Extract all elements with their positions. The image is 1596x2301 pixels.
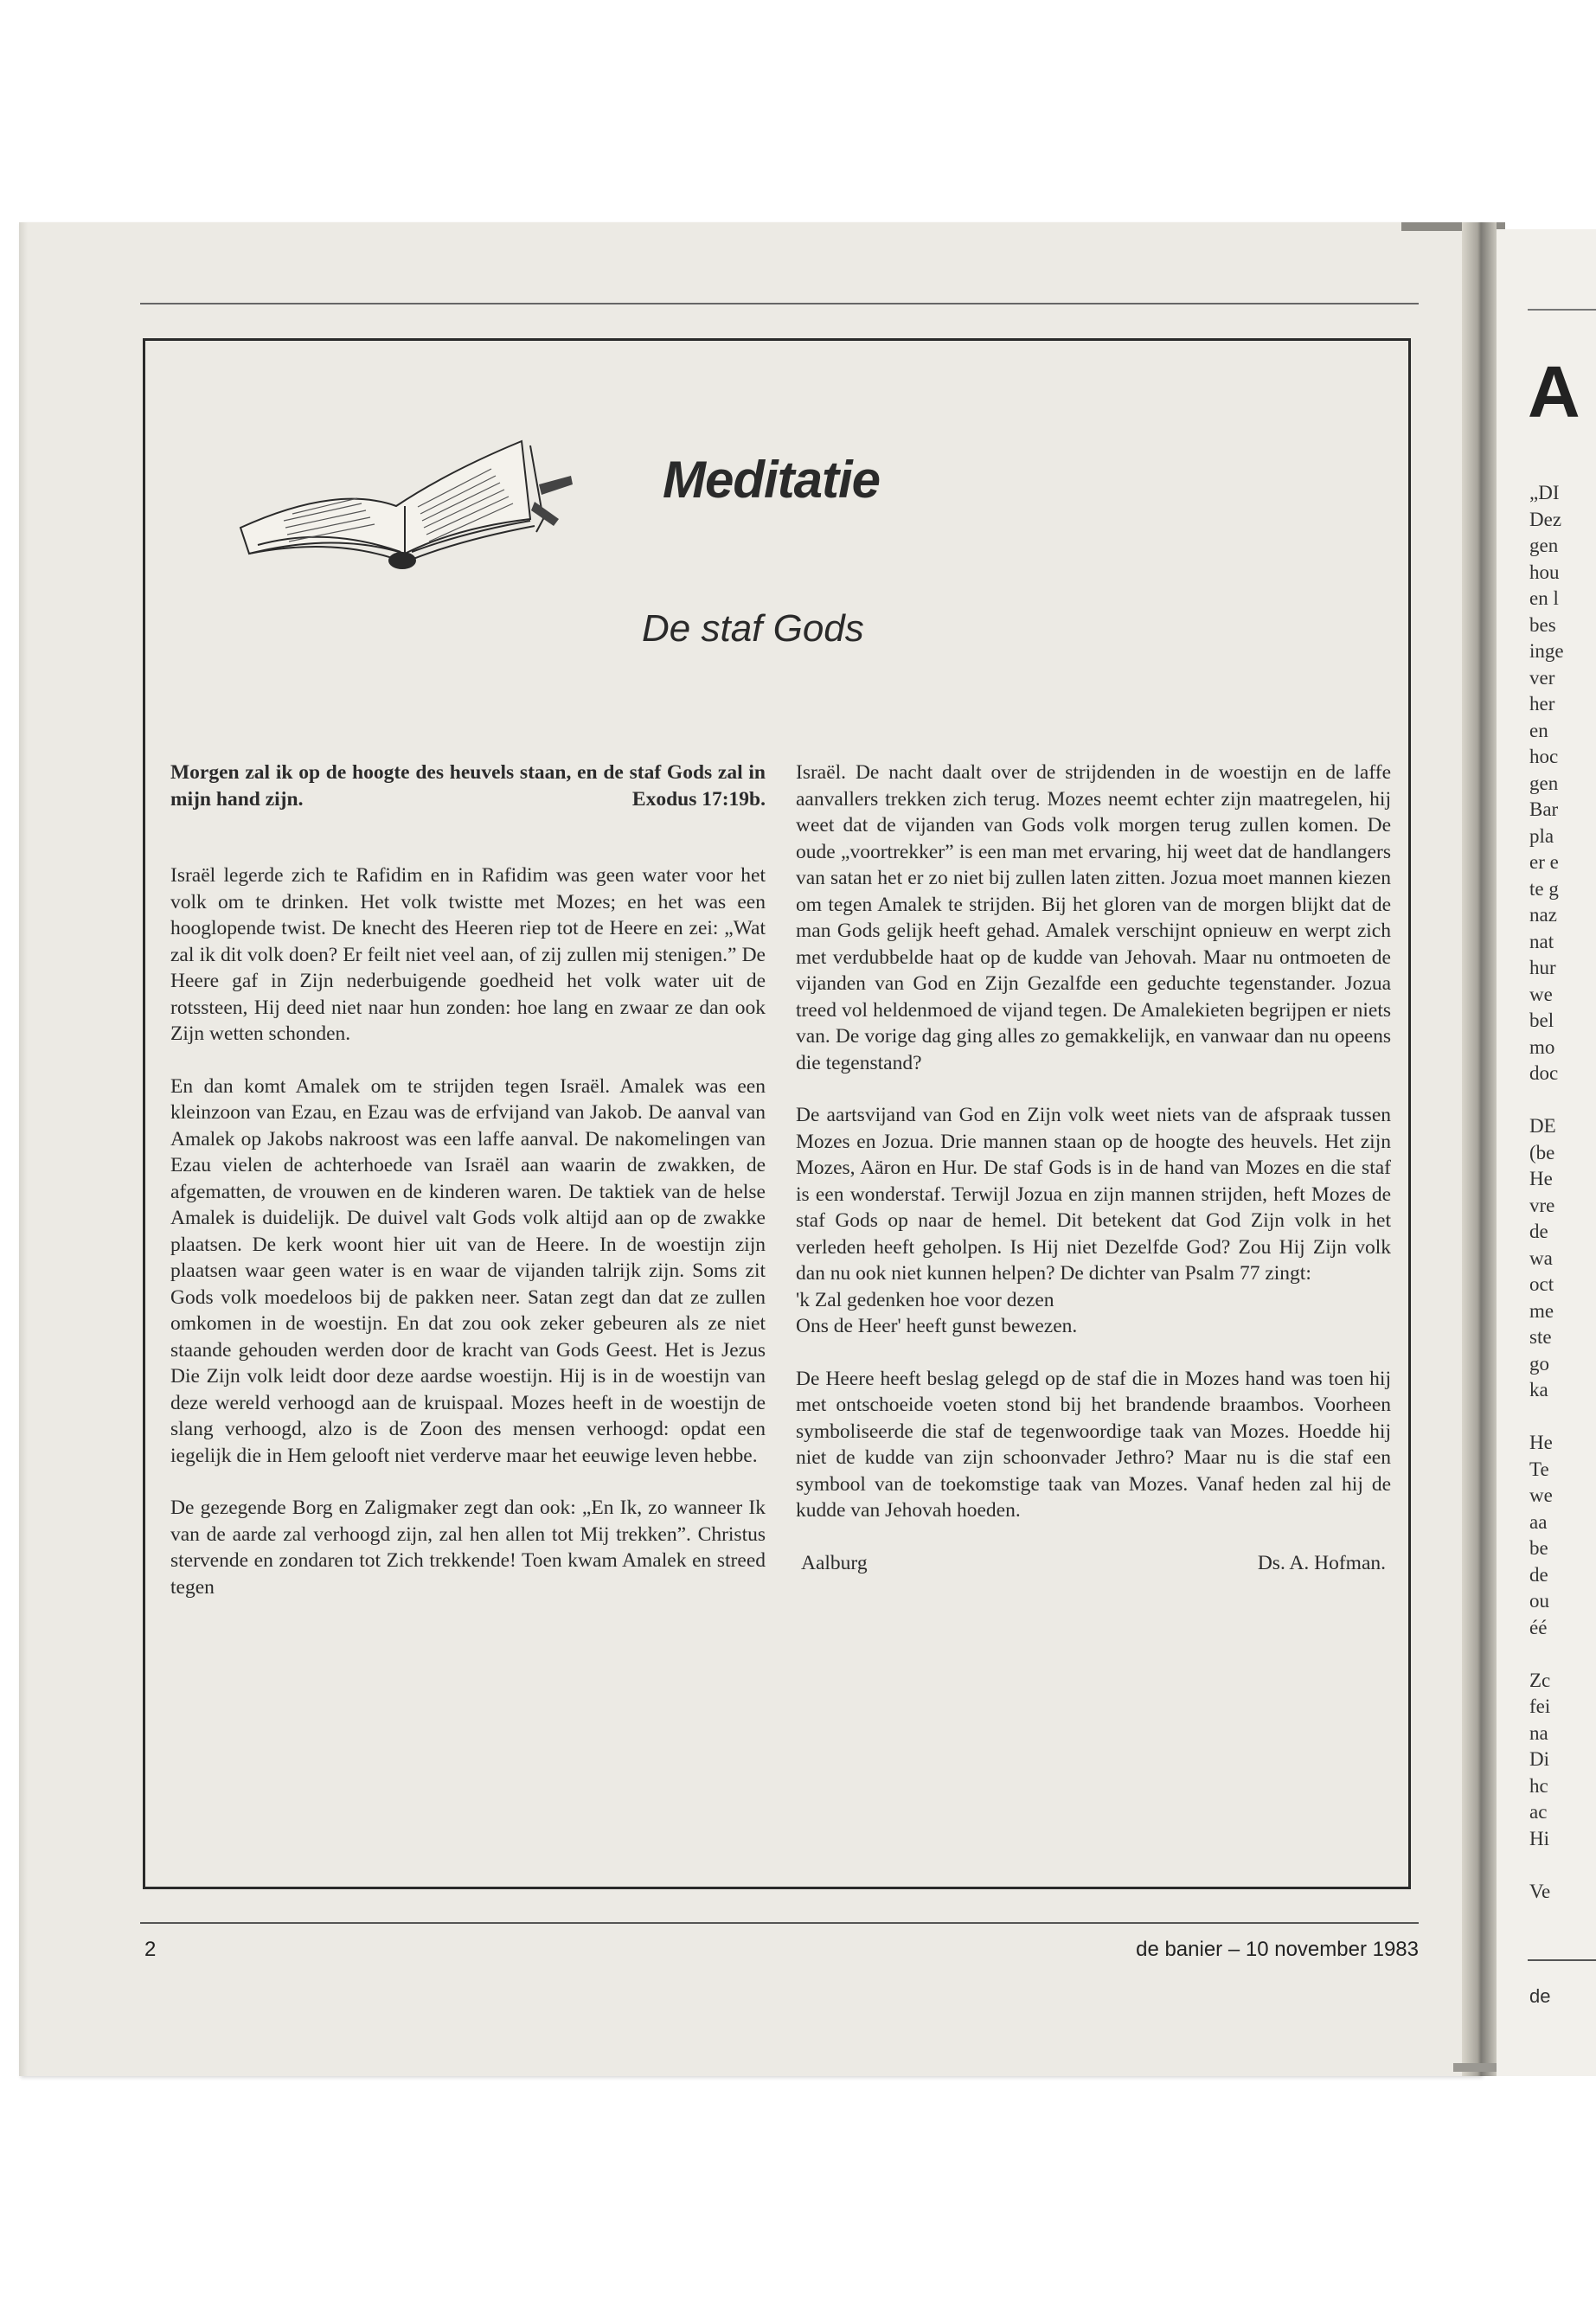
next-page-fragment-line: de <box>1529 1221 1548 1242</box>
next-page-fragment-line: bes <box>1529 613 1556 636</box>
scripture-motto <box>170 760 766 812</box>
next-page-fragment-line: He <box>1529 1432 1553 1453</box>
next-page-fragment-line: mo <box>1529 1035 1555 1058</box>
next-page-headline: A <box>1528 351 1580 433</box>
next-page-fragment-line: éé <box>1529 1616 1548 1638</box>
next-page-fragment-line: ver <box>1529 666 1555 689</box>
article-subtitle: De staf Gods <box>642 607 864 650</box>
paragraph: De aartsvijand van God en Zijn volk weet niets van de afspraak tussen Mozes en Jozua. Drie mannen staan op de hoogte des heuvels. Het zijn Mozes, Aäron en Hur. De staf Gods is in de hand van Mozes en die staf is een wonderstaf. Terwijl Jozua en zijn mannen strijden, heft Mozes de staf Gods op naar de hemel. Dit betekent dat God Zijn volk in het verleden heeft geholpen. Is Hij niet Dezelfde God? Zou Hij Zijn volk dan nu ook niet kunnen helpen? De dichter van Psalm 77 zingt: <box>796 1104 1391 1285</box>
next-page-fragment-line: gen <box>1529 772 1559 794</box>
next-page-fragment-line: Hi <box>1529 1827 1549 1849</box>
signature <box>796 1550 1391 1577</box>
poem-line: Ons de Heer' heeft gunst bewezen. <box>796 1315 1078 1337</box>
next-page-fragment-line: en l <box>1529 587 1559 609</box>
next-page-fragment-line: ka <box>1529 1379 1548 1400</box>
next-page-fragment-line: „DI <box>1529 482 1560 503</box>
next-page-fragment-line: te g <box>1529 877 1559 900</box>
next-page-fragment-line: vre <box>1529 1194 1555 1216</box>
next-page-fragment-line: we <box>1529 1484 1553 1506</box>
next-page-fragment-line: er e <box>1529 851 1559 873</box>
paragraph: De Heere heeft beslag gelegd op de staf die in Mozes hand was toen hij met ontschoeide voeten stond bij het brandende braambos. Voorheen symboliseerde die staf de tegenwoordige taak van Mozes. Hoedde hij niet de kudde van zijn schoonvader Jethro? Maar nu is die staf een symbool van de toekomstige taak van Mozes. Vanaf heden zal hij de kudde van Jehovah hoeden. <box>796 1367 1391 1522</box>
paragraph: Israël. De nacht daalt over de strijdenden in de woestijn en de laffe aanvallers trekken zich terug. Mozes neemt echter zijn maatregelen, hij weet dat de vijanden van Gods volk morgen terug zullen komen. De oude „voortrekker” is een man met ervaring, hij weet dat de handlangers van satan het er zo niet bij zullen laten zitten. Jozua moet mannen kiezen om tegen Amalek te strijden. Bij het gloren van de morgen blijkt dat de man Gods gelijk heeft gehad. Amalek verschijnt opnieuw en werpt zich met verdubbelde haat op de kudde van Jehovah. Maar nu ontmoeten de vijanden van God en Zijn Gezalfde een geduchte tegenstander. Jozua treed vol heldenmoed de vijand tegen. De Amalekieten begrijpen er niets van. De vorige dag ging alles zo gemakkelijk, en vanwaar dan nu opeens die tegenstand? <box>796 761 1391 1074</box>
left-column <box>170 760 766 1626</box>
next-page-fragment-line: ou <box>1529 1590 1549 1612</box>
next-page-fragment-line: Bar <box>1529 798 1559 820</box>
motto-reference: Exodus 17:19b. <box>631 787 766 811</box>
next-page-fragment-line: nat <box>1529 930 1554 952</box>
next-page-fragment <box>1497 229 1596 2076</box>
next-page-footer: de <box>1529 1985 1551 2007</box>
next-page-fragment-line: inge <box>1529 640 1564 662</box>
signature-place: Aalburg <box>801 1551 868 1574</box>
paragraph: De gezegende Borg en Zaligmaker zegt dan ook: „En Ik, zo wanneer Ik van de aarde zal verhoogd zijn, zal hen allen tot Mij trekken”. Christus stervende en zondaren tot Zich trekkende! Toen kwam Amalek en streed tegen <box>170 1497 766 1599</box>
paragraph: Israël legerde zich te Rafidim en in Rafidim was geen water voor het volk om te drinken. Het volk twistte met Mozes; en het was een hooglopende twist. De knecht des Heeren riep tot de Heere en zei: „Wat zal ik dit volk doen? Er feilt niet veel aan, of zij zullen mij stenigen.” De Heere gaf in Zijn nederbuigende goedheid het volk water uit de rotssteen, Hij deed niet naar hun zonden: hoe lang en zwaar ze dan ook Zijn wetten schonden. <box>170 864 766 1045</box>
next-page-fragment-line: doc <box>1529 1062 1559 1084</box>
poem-line: 'k Zal gedenken hoe voor dezen <box>796 1288 1054 1311</box>
next-page-fragment-line: en <box>1529 719 1548 741</box>
next-page-fragment-line: hur <box>1529 957 1556 978</box>
next-page-fragment-line: we <box>1529 983 1553 1005</box>
next-page-fragment-line: (be <box>1529 1141 1555 1163</box>
next-page-fragment-line: ste <box>1529 1326 1552 1348</box>
right-column <box>796 760 1391 1576</box>
next-page-fragment-line: He <box>1529 1168 1553 1189</box>
next-page-fragment-line: Zc <box>1529 1669 1551 1691</box>
next-page-text <box>1529 480 1596 1905</box>
next-page-fragment-line: Te <box>1529 1458 1549 1480</box>
next-page-fragment-line: naz <box>1529 904 1557 926</box>
next-page-fragment-line <box>1529 1404 1596 1431</box>
open-bible-illustration <box>232 424 578 575</box>
next-page-fragment-line: pla <box>1529 824 1554 847</box>
next-page-fragment-line: hc <box>1529 1774 1548 1797</box>
next-page-fragment-line: oct <box>1529 1273 1554 1295</box>
next-page-fragment-line: aa <box>1529 1510 1548 1533</box>
book-gutter <box>1462 222 1497 2076</box>
next-page-fragment-line: ac <box>1529 1801 1548 1823</box>
next-page-fragment-line: bel <box>1529 1009 1554 1031</box>
page-number: 2 <box>144 1938 157 1961</box>
next-page-fragment-line: gen <box>1529 535 1559 556</box>
psalm-quote <box>796 1287 1391 1340</box>
next-page-fragment-line: hou <box>1529 561 1560 583</box>
paragraph: En dan komt Amalek om te strijden tegen Israël. Amalek was een kleinzoon van Ezau, en Ezau was de erfvijand van Jakob. De aanval van Amalek op Jakobs nakroost was een laffe aanval. De nakomelingen van Ezau vielen de achterhoede van Israël aan waarin de zwakken, de afgematten, de vrouwen en de kinderen waren. De taktiek van de helse Amalek is duidelijk. De duivel valt Gods volk altijd aan op de zwakke plaatsen. De kerk woont hier uit van de Heere. In de woestijn zijn plaatsen waar geen water is en waar de vijanden talrijk zijn. Soms zit Gods volk moedeloos bij de pakken neer. Satan zegt dan dat ze zullen omkomen in de woestijn. En dat zou ook zeker gebeuren als ze niet staande gehouden werden door de kracht van Gods Geest. Het is Jezus Die Zijn volk leidt door deze aardse woestijn. Hij is in de woestijn van deze wereld verhoogd aan de kruispaal. Mozes heeft in de woestijn de slang verhoogd, alzo is de Zoon des mensen verhoogd: opdat een iegelijk die in Hem gelooft niet verderve maar het eeuwige leven hebbe. <box>170 1074 766 1467</box>
next-page-fragment-line: Ve <box>1529 1880 1551 1902</box>
next-page-rule <box>1528 309 1596 311</box>
next-page-fragment-line: me <box>1529 1299 1554 1322</box>
next-page-fragment-line: Dez <box>1529 508 1562 530</box>
next-page-fragment-line: de <box>1529 1563 1548 1586</box>
next-page-fragment-line: hoc <box>1529 746 1559 767</box>
footer-rule <box>140 1922 1419 1924</box>
next-page-bottom-rule <box>1528 1959 1596 1961</box>
next-page-fragment-line: na <box>1529 1721 1548 1744</box>
signature-author: Ds. A. Hofman. <box>1257 1551 1386 1574</box>
next-page-fragment-line <box>1529 1852 1596 1879</box>
page-title: Meditatie <box>663 451 881 509</box>
next-page-fragment-line: her <box>1529 693 1555 715</box>
next-page-fragment-line <box>1529 1641 1596 1668</box>
next-page-fragment-line: go <box>1529 1352 1549 1375</box>
next-page-fragment-line: Di <box>1529 1748 1549 1770</box>
publication-line: de banier – 10 november 1983 <box>1136 1938 1419 1961</box>
next-page-fragment-line: wa <box>1529 1247 1553 1269</box>
header-rule <box>140 303 1419 304</box>
page-edge <box>19 222 28 2076</box>
next-page-fragment-line <box>1529 1087 1596 1114</box>
next-page-fragment-line: DE <box>1529 1115 1556 1137</box>
next-page-fragment-line: fei <box>1529 1695 1551 1717</box>
motto-text: Morgen zal ik op de hoogte des heuvels staan, en de staf Gods zal in mijn hand zijn. <box>170 761 766 811</box>
next-page-fragment-line: be <box>1529 1537 1548 1559</box>
